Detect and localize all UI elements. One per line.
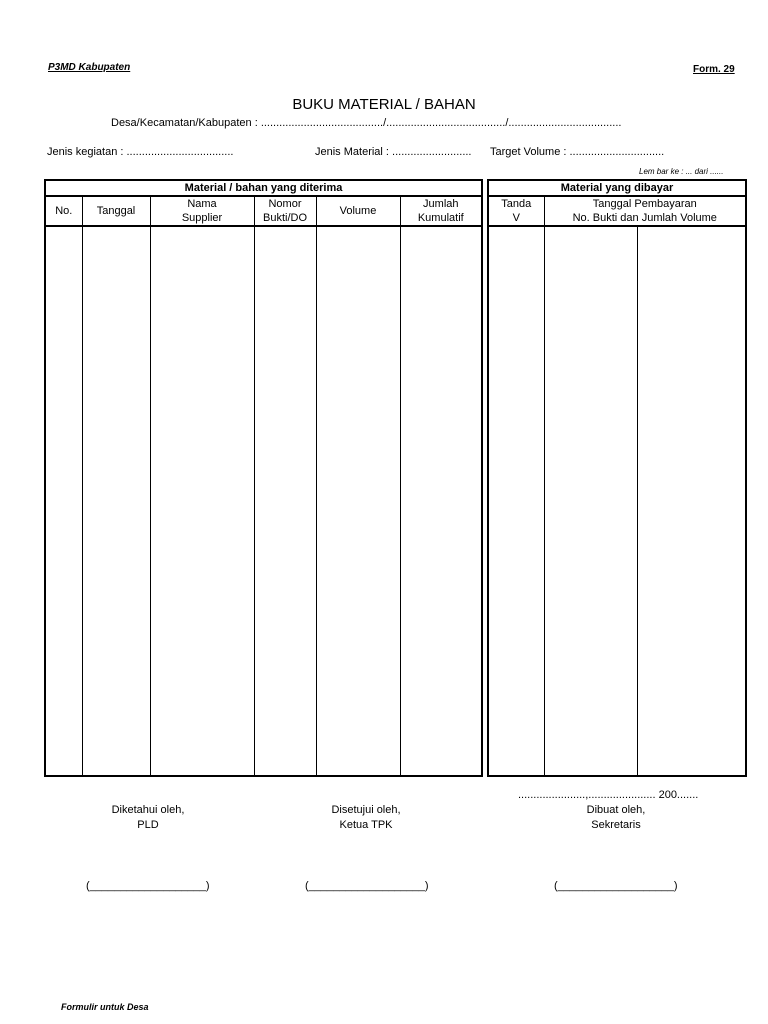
date-line: ......................,...................... 200....... <box>518 789 699 801</box>
paid-group-header: Material yang dibayar <box>488 180 746 196</box>
signature-role: Diketahui oleh, <box>111 804 185 816</box>
signature-line-ketua-tpk[interactable]: (___________________) <box>305 880 429 892</box>
table-cell[interactable] <box>544 226 637 776</box>
table-cell[interactable] <box>637 226 746 776</box>
jenis-material-field: Jenis Material : .......................... <box>315 146 472 158</box>
form-number: Form. 29 <box>693 64 735 75</box>
signature-line-sekretaris[interactable]: (___________________) <box>554 880 678 892</box>
signature-line-pld[interactable]: (___________________) <box>86 880 210 892</box>
signature-title: Sekretaris <box>591 819 641 831</box>
table-cell[interactable] <box>400 226 482 776</box>
col-header-nomor-bukti: Nomor Bukti/DO <box>254 196 316 226</box>
signature-block-sekretaris <box>556 803 676 833</box>
table-cell[interactable] <box>45 226 82 776</box>
signature-block-ketua-tpk <box>306 803 426 833</box>
table-cell[interactable] <box>254 226 316 776</box>
sheet-number: Lem bar ke : ... dari ...... <box>639 167 724 176</box>
target-volume-field: Target Volume : ............................... <box>490 146 665 158</box>
signature-block-pld <box>88 803 208 833</box>
footer-note: Formulir untuk Desa <box>61 1002 149 1012</box>
col-header-volume: Volume <box>316 196 400 226</box>
received-material-table <box>44 179 483 777</box>
signature-title: PLD <box>137 819 159 831</box>
paid-material-table <box>487 179 747 777</box>
table-cell[interactable] <box>82 226 150 776</box>
table-cell[interactable] <box>316 226 400 776</box>
col-header-tanggal: Tanggal <box>82 196 150 226</box>
location-line: Desa/Kecamatan/Kabupaten : ......................................../......................................./..................................... <box>111 117 622 129</box>
agency-label: P3MD Kabupaten <box>48 62 131 73</box>
col-header-tanggal-pembayaran: Tanggal Pembayaran No. Bukti dan Jumlah Volume <box>544 196 746 226</box>
received-group-header: Material / bahan yang diterima <box>45 180 482 196</box>
col-header-jumlah-kumulatif: Jumlah Kumulatif <box>400 196 482 226</box>
jenis-kegiatan-field: Jenis kegiatan : ................................... <box>47 146 234 158</box>
col-header-tanda: Tanda V <box>488 196 544 226</box>
table-cell[interactable] <box>488 226 544 776</box>
table-cell[interactable] <box>150 226 254 776</box>
signature-title: Ketua TPK <box>339 819 393 831</box>
page-title: BUKU MATERIAL / BAHAN <box>292 96 476 113</box>
signature-role: Dibuat oleh, <box>586 804 646 816</box>
signature-role: Disetujui oleh, <box>331 804 401 816</box>
col-header-nama-supplier: Nama Supplier <box>150 196 254 226</box>
col-header-no: No. <box>45 196 82 226</box>
